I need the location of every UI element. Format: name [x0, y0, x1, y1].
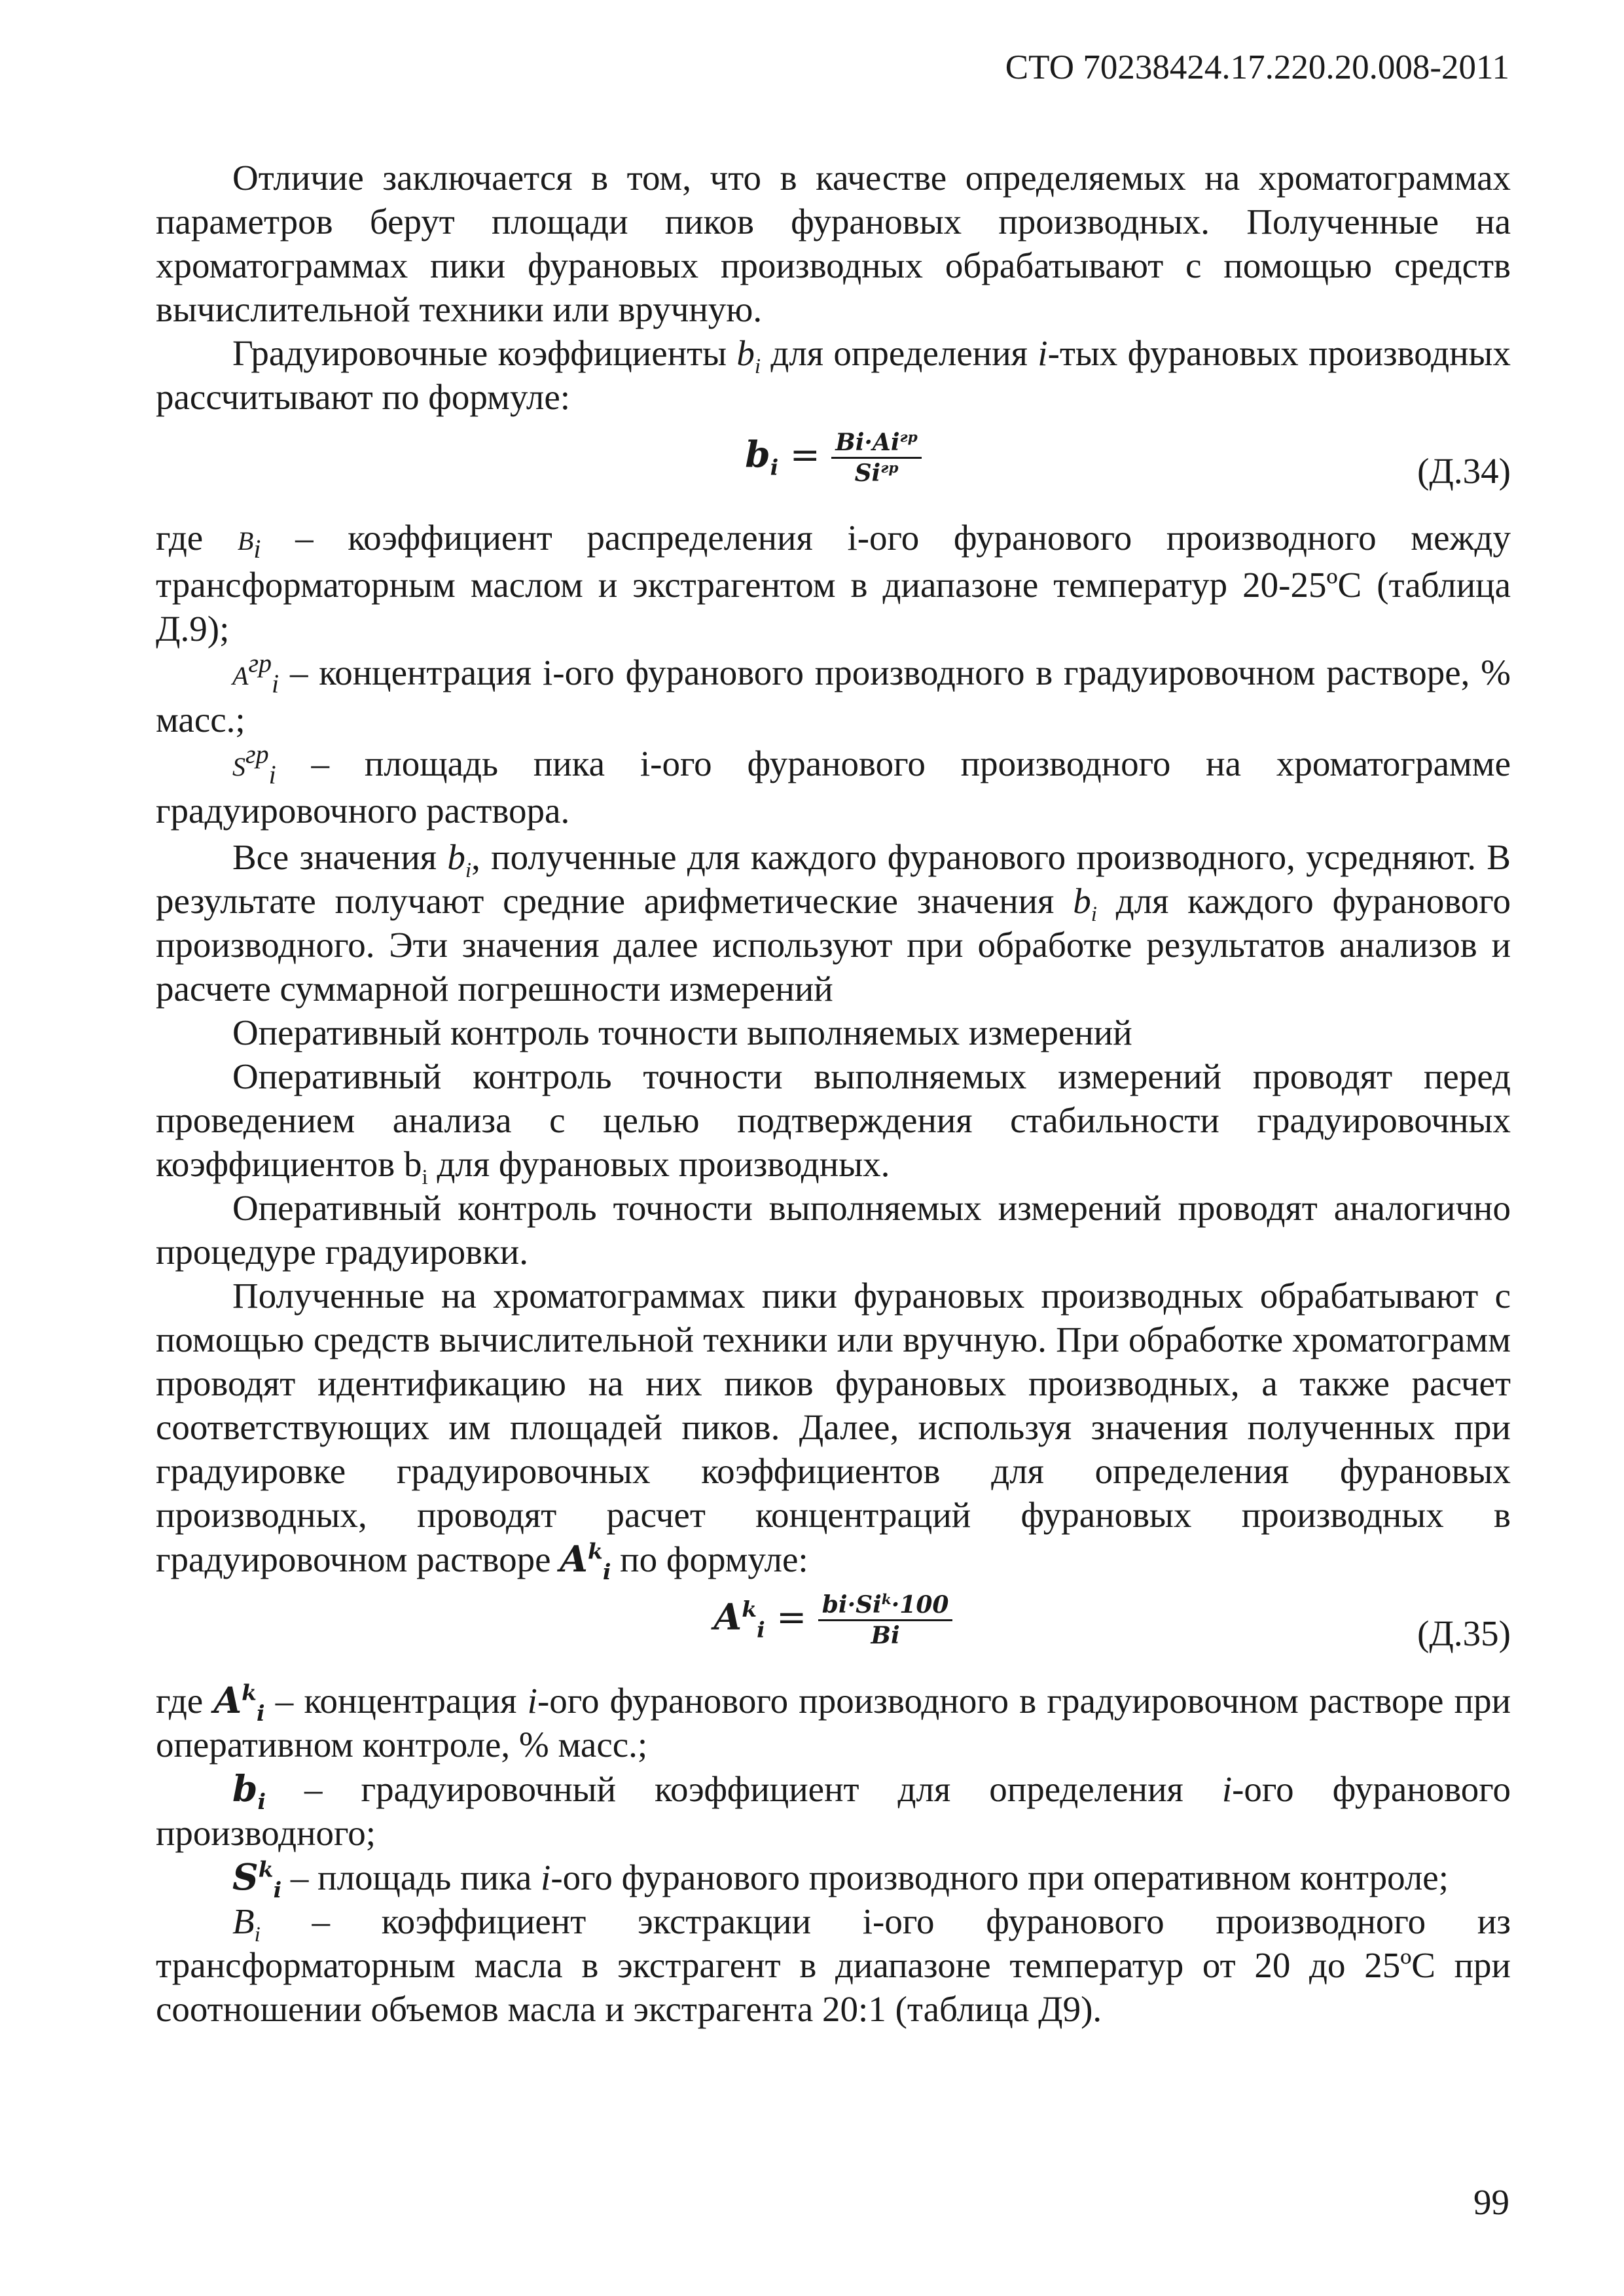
definition-Si-gr: $S^{гр}_i$ – площадь пика i-ого фуранового производного на хроматограмме градуировочного раствора.	[156, 739, 1511, 831]
formula-d34-number: (Д.34)	[1417, 451, 1511, 491]
definition-Bi-extraction: $B_i$ – коэффициент экстракции i-ого фуранового производного из трансформаторным масла в экстрагент в диапазоне температур от 20 до 25ºС при соотношении объемов масла и экстрагента 20:1 (таблица Д9).	[156, 1901, 1511, 2029]
formula-d35-fraction: $\frac{bi\cdot Si^k\cdot 100}{Bi}$	[818, 1590, 953, 1650]
paragraph-averaging: Все значения $b_i$, полученные для каждого фуранового производного, усредняют. В результате получают средние арифметические значения $b_i$ для каждого фуранового производного. Эти значения далее используют при обработке результатов анализов и расчете суммарной погрешности измерений	[156, 837, 1511, 1009]
page-number: 99	[1473, 2182, 1509, 2222]
definition-Aik: где $A^k_i$ – концентрация i-ого фуранового производного в градуировочном растворе при оперативном контроле, % масс.;	[156, 1679, 1511, 1765]
formula-d35-expression: $A^k_i$ = $\frac{bi\cdot Si^k\cdot 100}{Bi}$	[156, 1590, 1511, 1650]
paragraph-operational-control-similar: Оперативный контроль точности выполняемых измерений проводят аналогично процедуре градуировки.	[156, 1188, 1511, 1272]
paragraph-processing: Полученные на хроматограммах пики фурановых производных обрабатывают с помощью средств вычислительной техники или вручную. При обработке хроматограмм проводят идентификацию на них пиков фурановых производных, а также расчет соответствующих им площадей пиков. Далее, используя значения полученных при градуировке градуировочных коэффициентов для определения фурановых производных, проводят расчет концентраций фурановых производных в градуировочном растворе $A^k_i$ по формуле:	[156, 1276, 1511, 1585]
definition-bi: $b_i$ – градуировочный коэффициент для определения i-ого фуранового производного;	[156, 1767, 1511, 1853]
definition-Sik: $S^k_i$ – площадь пика i-ого фуранового производного при оперативном контроле;	[232, 1856, 1449, 1903]
paragraph-operational-control-before: Оперативный контроль точности выполняемых измерений проводят перед проведением анализа с целью подтверждения стабильности градуировочных коэффициентов $b_i$ для фурановых производных.	[156, 1056, 1511, 1189]
definition-Bi-distribution: где $B_i$ – коэффициент распределения i-ого фуранового производного между трансформаторным маслом и экстрагентом в диапазоне температур 20-25ºС (таблица Д.9);	[156, 518, 1511, 649]
paragraph-calibration-coefficients: Градуировочные коэффициенты $b_i$ для определения i-тых фурановых производных рассчитывают по формуле:	[156, 333, 1511, 417]
formula-d35	[156, 1584, 1511, 1676]
subheading-operational-control: Оперативный контроль точности выполняемых измерений	[232, 1013, 1132, 1052]
formula-d34	[156, 422, 1511, 513]
definition-Ai-gr: $A^{гр}_i$ – концентрация i-ого фуранового производного в градуировочном растворе, % масс.;	[156, 648, 1511, 740]
formula-d34-fraction: $\frac{Bi\cdot Ai^{гр}}{Si^{гр}}$	[831, 428, 922, 488]
paragraph-difference: Отличие заключается в том, что в качестве определяемых на хроматограммах параметров берут площади пиков фурановых производных. Полученные на хроматограммах пики фурановых производных обрабатывают с помощью средств вычислительной техники или вручную.	[156, 158, 1511, 329]
document-code: СТО 70238424.17.220.20.008-2011	[1005, 48, 1509, 86]
formula-d35-number: (Д.35)	[1417, 1613, 1511, 1653]
formula-d34-expression: $b_i$ = $\frac{Bi\cdot Ai^{гр}}{Si^{гр}}$	[156, 428, 1511, 488]
document-body	[156, 156, 1511, 2031]
